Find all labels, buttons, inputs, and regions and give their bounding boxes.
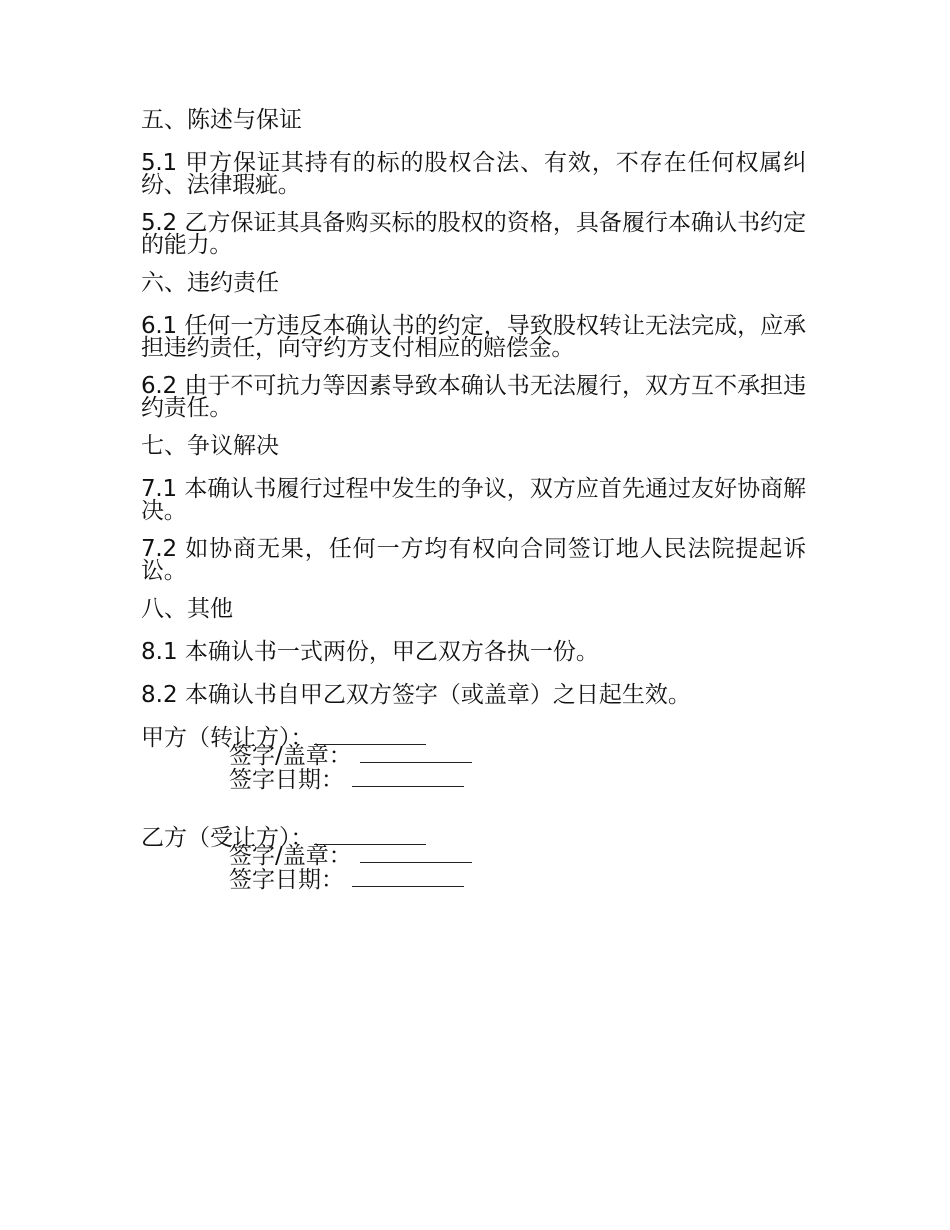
section-heading-liability: 六、违约责任 — [141, 270, 279, 296]
party-b-sign-blank[interactable] — [360, 842, 472, 863]
party-a-sign-blank[interactable] — [360, 742, 472, 763]
party-a-sign-line — [229, 742, 472, 768]
party-b-date-blank[interactable] — [352, 866, 464, 887]
party-a-date-line — [229, 766, 464, 792]
clause-5-1: 5.1 甲方保证其持有的标的股权合法、有效，不存在任何权属纠纷、法律瑕疵。 — [141, 150, 806, 198]
section-heading-other: 八、其他 — [141, 596, 233, 622]
party-a-label: 甲方（转让方）： — [141, 725, 314, 751]
party-a-date-blank[interactable] — [352, 766, 464, 787]
clause-7-1: 7.1 本确认书履行过程中发生的争议，双方应首先通过友好协商解决。 — [141, 476, 806, 524]
clause-5-2: 5.2 乙方保证其具备购买标的股权的资格，具备履行本确认书约定的能力。 — [141, 210, 806, 258]
party-b-sign-line — [229, 842, 472, 868]
section-heading-representations: 五、陈述与保证 — [141, 107, 302, 133]
clause-8-1: 8.1 本确认书一式两份，甲乙双方各执一份。 — [141, 639, 599, 665]
clause-6-2: 6.2 由于不可抗力等因素导致本确认书无法履行，双方互不承担违约责任。 — [141, 373, 806, 421]
party-a-sign-label: 签字/盖章： — [229, 743, 352, 769]
clause-6-1: 6.1 任何一方违反本确认书的约定，导致股权转让无法完成，应承担违约责任，向守约方支付相应的赔偿金。 — [141, 313, 806, 361]
party-a-date-label: 签字日期： — [229, 767, 344, 793]
party-b-sign-label: 签字/盖章： — [229, 843, 352, 869]
document-body — [141, 104, 806, 922]
clause-8-2: 8.2 本确认书自甲乙双方签字（或盖章）之日起生效。 — [141, 682, 691, 708]
signature-block-party-b — [141, 822, 806, 922]
clause-7-2: 7.2 如协商无果，任何一方均有权向合同签订地人民法院提起诉讼。 — [141, 536, 806, 584]
party-b-date-line — [229, 866, 464, 892]
party-b-label: 乙方（受让方）： — [141, 825, 314, 851]
section-heading-dispute: 七、争议解决 — [141, 433, 279, 459]
party-b-date-label: 签字日期： — [229, 867, 344, 893]
signature-block-party-a — [141, 722, 806, 822]
